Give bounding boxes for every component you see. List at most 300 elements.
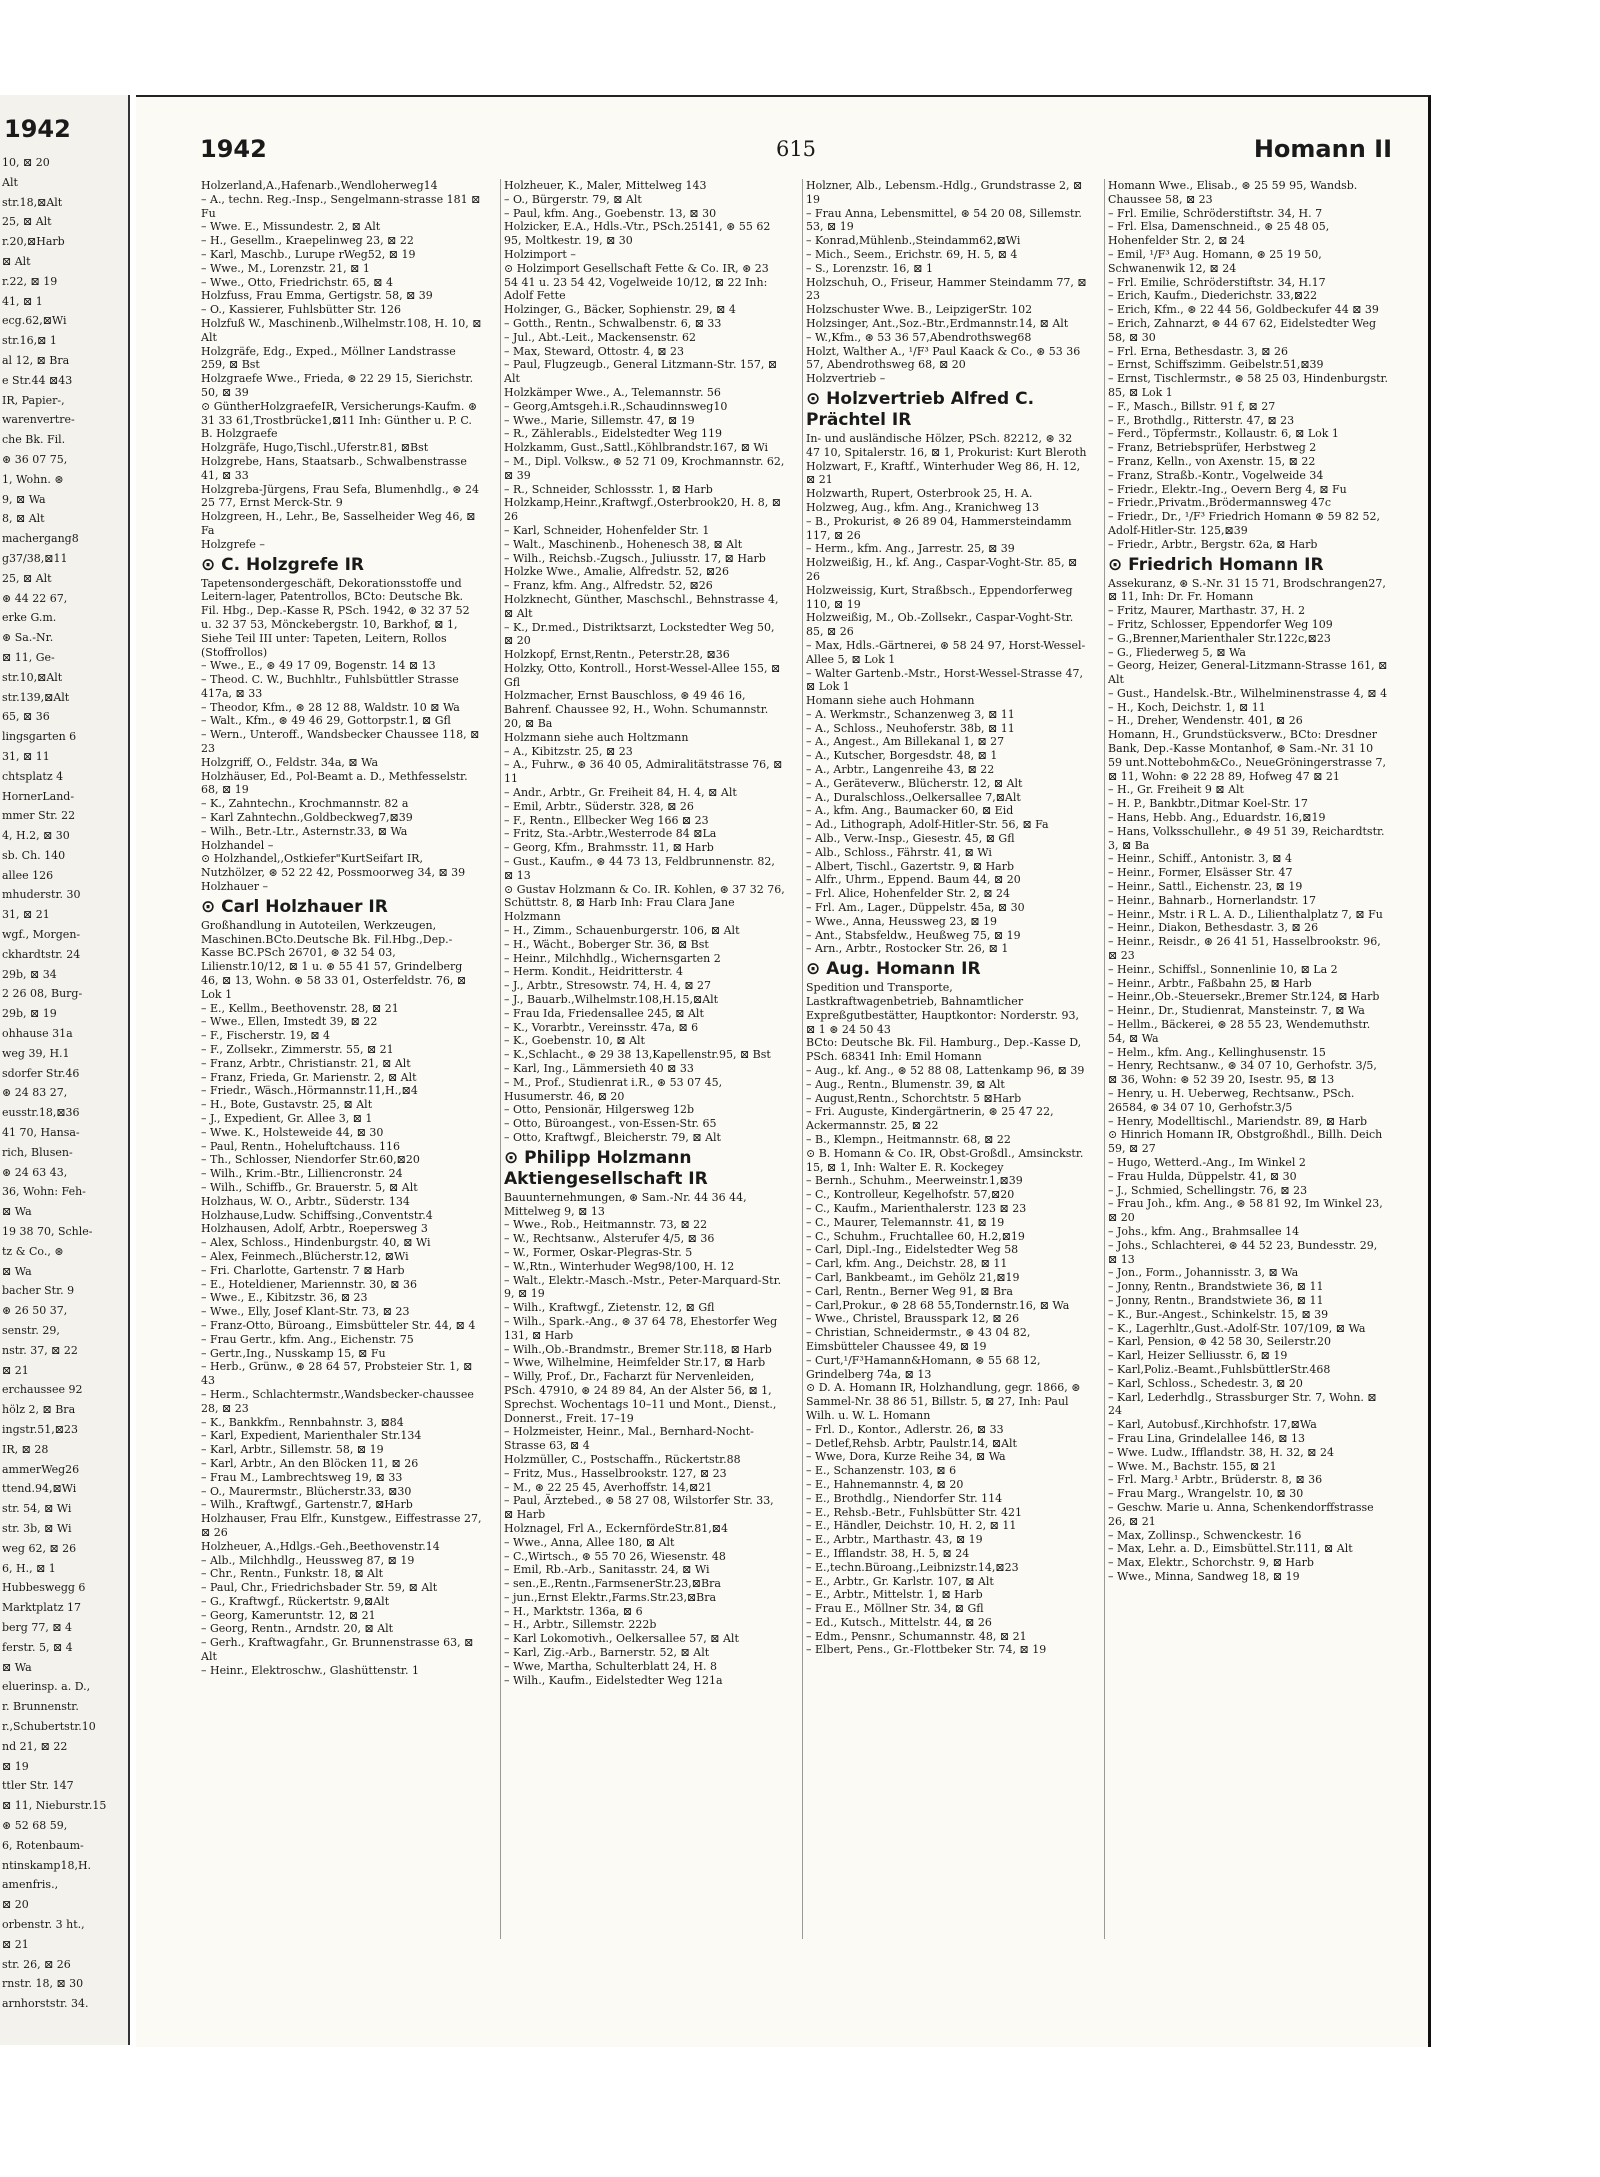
directory-entry: – S., Lorenzstr. 16, ⊠ 1: [806, 261, 934, 275]
directory-entry: – Fri. Charlotte, Gartenstr. 7 ⊠ Harb: [201, 1263, 405, 1277]
previous-page-year: 1942: [4, 115, 71, 143]
directory-entry: ⊙ Hinrich Homann IR, Obstgroßhdl., Billh. Deich 59, ⊠ 27: [1108, 1128, 1386, 1156]
previous-page-line: chtsplatz 4: [2, 769, 64, 783]
directory-entry: – Wwe. M., Bachstr. 155, ⊠ 21: [1108, 1459, 1277, 1473]
directory-entry: – Henry, Rechtsanw., ⊛ 34 07 10, Gerhofstr. 3/5, ⊠ 36, Wohn: ⊛ 52 39 20, Isestr. 95, ⊠ 13: [1108, 1059, 1381, 1087]
directory-entry: Holzweißig, M., Ob.-Zollsekr., Caspar-Voght-Str. 85, ⊠ 26: [806, 611, 1077, 639]
directory-entry: – F., Zollsekr., Zimmerstr. 55, ⊠ 21: [201, 1043, 394, 1057]
previous-page-line: erchaussee 92: [2, 1383, 83, 1397]
directory-entry: Holzgriff, O., Feldstr. 34a, ⊠ Wa: [201, 755, 379, 769]
directory-entry: – Wwe., E., Kibitzstr. 36, ⊠ 23: [201, 1291, 368, 1305]
directory-entry: – Friedr., Elektr.-Ing., Oevern Berg 4, ⊠ Fu: [1108, 482, 1347, 496]
directory-entry: – Max, Hdls.-Gärtnerei, ⊛ 58 24 97, Horst-Wessel-Allee 5, ⊠ Lok 1: [806, 638, 1086, 666]
directory-entry: – Bernh., Schuhm., Meerweinstr.1,⊠39: [806, 1174, 1023, 1188]
directory-entry: – Alb., Milchhdlg., Heussweg 87, ⊠ 19: [201, 1553, 415, 1567]
directory-entry: – E., Hoteldiener, Mariennstr. 30, ⊠ 36: [201, 1277, 417, 1291]
directory-entry: – Heinr., Mstr. i R L. A. D., Lilienthalplatz 7, ⊠ Fu: [1108, 907, 1383, 921]
directory-entry: – M., Dipl. Volksw., ⊛ 52 71 09, Krochmannstr. 62, ⊠ 39: [504, 454, 788, 482]
previous-page-line: ⊠ 21: [2, 1363, 29, 1377]
directory-entry: – Max, Zollinsp., Schwenckestr. 16: [1108, 1528, 1302, 1542]
directory-entry: – Georg, Kameruntstr. 12, ⊠ 21: [201, 1608, 376, 1622]
directory-entry: ⊙ GüntherHolzgraefeIR, Versicherungs-Kaufm. ⊛ 31 33 61,Trostbrücke1,⊠11 Inh: Günther u. P. C. B. Holzgraefe: [201, 399, 481, 441]
directory-entry: ⊙ B. Homann & Co. IR, Obst-Großdl., Amsinckstr. 15, ⊠ 1, Inh: Walter E. R. Kockegey: [806, 1146, 1087, 1174]
firm-heading: ⊙ Philipp Holzmann Aktiengesellschaft IR: [504, 1147, 708, 1189]
directory-entry: – Paul, kfm. Ang., Goebenstr. 13, ⊠ 30: [504, 206, 717, 220]
directory-entry: – A., Angest., Am Billekanal 1, ⊠ 27: [806, 735, 1005, 749]
directory-entry: – Elbert, Pens., Gr.-Flottbeker Str. 74, ⊠ 19: [806, 1643, 1047, 1657]
directory-entry: Assekuranz, ⊛ S.-Nr. 31 15 71, Brodschrangen27, ⊠ 11, Inh: Dr. Fr. Homann: [1108, 576, 1390, 604]
directory-entry: – Johs., Schlachterei, ⊛ 44 52 23, Bundesstr. 29, ⊠ 13: [1108, 1238, 1381, 1266]
directory-entry: – H., Bote, Gustavstr. 25, ⊠ Alt: [201, 1098, 373, 1112]
previous-page-line: ⊠ Wa: [2, 1264, 32, 1278]
directory-entry: – W., Former, Oskar-Plegras-Str. 5: [504, 1245, 693, 1259]
directory-entry: – M., Prof., Studienrat i.R., ⊛ 53 07 45, Husumerstr. 46, ⊠ 20: [504, 1075, 726, 1103]
directory-entry: – Paul, Flugzeugb., General Litzmann-Str. 157, ⊠ Alt: [504, 358, 781, 386]
directory-entry: – Wilh., Kraftwgf., Gartenstr.7, ⊠Harb: [201, 1498, 413, 1512]
previous-page-line: 25, ⊠ Alt: [2, 571, 52, 585]
previous-page-line: orbenstr. 3 ht.,: [2, 1917, 85, 1931]
directory-entry: – Franz, kfm. Ang., Alfredstr. 52, ⊠26: [504, 579, 713, 593]
directory-entry: – Konrad,Mühlenb.,Steindamm62,⊠Wi: [806, 234, 1021, 248]
directory-entry: – K., Dr.med., Distriktsarzt, Lockstedter Weg 50, ⊠ 20: [504, 620, 778, 648]
previous-page-line: IR, ⊠ 28: [2, 1442, 49, 1456]
directory-entry: – August,Rentn., Schorchtstr. 5 ⊠Harb: [806, 1091, 1022, 1105]
directory-entry: – Carl,Prokur., ⊛ 28 68 55,Tondernstr.16, ⊠ Wa: [806, 1298, 1070, 1312]
firm-heading: ⊙ Friedrich Homann IR: [1108, 554, 1324, 575]
directory-entry: – Heinr., Elektroschw., Glashüttenstr. 1: [201, 1663, 419, 1677]
directory-entry: – Alex, Feinmech.,Blücherstr.12, ⊠Wi: [201, 1249, 409, 1263]
directory-entry: – Otto, Büroangest., von-Essen-Str. 65: [504, 1117, 717, 1131]
directory-entry: – Frau Gertr., kfm. Ang., Eichenstr. 75: [201, 1332, 414, 1346]
previous-page-line: 65, ⊠ 36: [2, 710, 50, 724]
previous-page-line: al 12, ⊠ Bra: [2, 353, 70, 367]
directory-entry: – Mich., Seem., Erichstr. 69, H. 5, ⊠ 4: [806, 247, 1018, 261]
directory-entry: Holzknecht, Günther, Maschschl., Behnstrasse 4, ⊠ Alt: [504, 592, 783, 620]
directory-entry: – Karl, Schloss., Schedestr. 3, ⊠ 20: [1108, 1376, 1303, 1390]
directory-entry: – Fritz, Maurer, Marthastr. 37, H. 2: [1108, 604, 1306, 618]
previous-page-line: weg 39, H.1: [2, 1046, 70, 1060]
directory-entry: – sen.,E.,Rentn.,FarmsenerStr.23,⊠Bra: [504, 1577, 721, 1591]
previous-page-line: mmer Str. 22: [2, 809, 76, 823]
directory-entry: – C., Maurer, Telemannstr. 41, ⊠ 19: [806, 1215, 1005, 1229]
directory-entry: – A., Fuhrw., ⊛ 36 40 05, Admiralitätstrasse 76, ⊠ 11: [504, 758, 786, 786]
directory-entry: – Wwe, Wilhelmine, Heimfelder Str.17, ⊠ Harb: [504, 1356, 766, 1370]
directory-entry: – Ferd., Töpfermstr., Kollaustr. 6, ⊠ Lok 1: [1108, 427, 1339, 441]
firm-heading: ⊙ Holzvertrieb Alfred C. Prächtel IR: [806, 388, 1035, 430]
directory-entry: – Theod. C. W., Buchhltr., Fuhlsbüttler Strasse 417a, ⊠ 33: [201, 673, 463, 700]
directory-entry: – Friedr.,Privatm.,Brödermannsweg 47c: [1108, 496, 1331, 510]
directory-entry: – Karl, Arbtr., An den Blöcken 11, ⊠ 26: [201, 1456, 419, 1470]
directory-entry: – H., Zimm., Schauenburgerstr. 106, ⊠ Alt: [504, 924, 740, 938]
directory-entry: – H., Gesellm., Kraepelinweg 23, ⊠ 22: [201, 234, 414, 248]
directory-entry: Großhandlung in Autoteilen, Werkzeugen, Maschinen.BCto.Deutsche Bk. Fil.Hbg.,Dep.-Kasse BC.PSch 26701, ⊛ 32 54 03, Lilienstr.10/12, ⊠ 1 u. ⊛ 55 41 57, Grindelberg 46, ⊠ 13, Wohn. ⊛ 58 33 01, Osterfeldstr. 76, ⊠ Lok 1: [201, 918, 470, 1001]
directory-entry: – Jon., Form., Johannisstr. 3, ⊠ Wa: [1108, 1266, 1299, 1280]
directory-entry: Holzicker, E.A., Hdls.-Vtr., PSch.25141, ⊛ 55 62 95, Moltkestr. 19, ⊠ 30: [504, 220, 774, 248]
directory-entry: – C.,Wirtsch., ⊛ 55 70 26, Wiesenstr. 48: [504, 1549, 726, 1563]
directory-entry: – Otto, Pensionär, Hilgersweg 12b: [504, 1103, 695, 1117]
directory-entry: – Max, Lehr. a. D., Eimsbüttel.Str.111, ⊠ Alt: [1108, 1542, 1353, 1556]
directory-entry: – Gust., Kaufm., ⊛ 44 73 13, Feldbrunnenstr. 82, ⊠ 13: [504, 855, 779, 882]
previous-page-line: tz & Co., ⊛: [2, 1244, 64, 1258]
directory-entry: – G.,Brenner,Marienthaler Str.122c,⊠23: [1108, 631, 1331, 645]
previous-page-line: str.16,⊠ 1: [2, 334, 57, 348]
directory-entry: – H., Marktstr. 136a, ⊠ 6: [504, 1604, 643, 1618]
directory-entry: – Wwe., Christel, Brausspark 12, ⊠ 26: [806, 1312, 1020, 1326]
directory-entry: – R., Zählerabls., Eidelstedter Weg 119: [504, 427, 722, 441]
previous-page-line: senstr. 29,: [2, 1324, 60, 1338]
directory-entry: – Frau Lina, Grindelallee 146, ⊠ 13: [1108, 1431, 1306, 1445]
directory-entry: – M., ⊛ 22 25 45, Averhoffstr. 14,⊠21: [504, 1480, 713, 1494]
directory-entry: – Gotth., Rentn., Schwalbenstr. 6, ⊠ 33: [504, 316, 722, 330]
previous-page-line: 4, H.2, ⊠ 30: [2, 829, 70, 843]
directory-entry: – Wwe., Rob., Heitmannstr. 73, ⊠ 22: [504, 1218, 708, 1232]
directory-entry: – Heinr.,Ob.-Steuersekr.,Bremer Str.124, ⊠ Harb: [1108, 990, 1380, 1004]
directory-entry: – Edm., Pensnr., Schumannstr. 48, ⊠ 21: [806, 1629, 1027, 1643]
directory-entry: – Heinr., Schiffsl., Sonnenlinie 10, ⊠ La 2: [1108, 962, 1338, 976]
previous-page-line: ⊛ 52 68 59,: [2, 1818, 68, 1832]
directory-entry: – K., Goebenstr. 10, ⊠ Alt: [504, 1034, 645, 1048]
directory-entry: Holzvertrieb –: [806, 372, 886, 386]
directory-entry: – E., Arbtr., Mittelstr. 1, ⊠ Harb: [806, 1588, 983, 1602]
directory-entry: – Frl. Erna, Bethesdastr. 3, ⊠ 26: [1108, 344, 1288, 358]
directory-entry: – E., Arbtr., Marthastr. 43, ⊠ 19: [806, 1533, 983, 1547]
previous-page-line: 9, ⊠ Wa: [2, 492, 46, 506]
directory-entry: – C., Kontrolleur, Kegelhofstr. 57,⊠20: [806, 1188, 1015, 1202]
directory-entry: – E., Schanzenstr. 103, ⊠ 6: [806, 1464, 957, 1478]
directory-entry: – Christian, Schneidermstr., ⊛ 43 04 82, Eimsbütteler Chaussee 49, ⊠ 19: [806, 1326, 1034, 1353]
directory-entry: BCto: Deutsche Bk. Fil. Hamburg., Dep.-Kasse D, PSch. 68341 Inh: Emil Homann: [806, 1036, 1085, 1064]
directory-entry: – Karl, Pension, ⊛ 42 58 30, Seilerstr.20: [1108, 1335, 1332, 1349]
previous-page-line: ⊠ Wa: [2, 1660, 32, 1674]
directory-entry: – O., Kassierer, Fuhlsbütter Str. 126: [201, 303, 401, 317]
directory-entry: Holzhäuser, Ed., Pol-Beamt a. D., Methfesselstr. 68, ⊠ 19: [201, 769, 472, 797]
directory-entry: – Carl, Bankbeamt., im Gehölz 21,⊠19: [806, 1270, 1020, 1284]
directory-entry: – Carl, kfm. Ang., Deichstr. 28, ⊠ 11: [806, 1257, 1008, 1271]
directory-entry: – Wilh., Kraftwgf., Zietenstr. 12, ⊠ Gfl: [504, 1301, 715, 1315]
directory-entry: – Frl. Marg.¹ Arbtr., Brüderstr. 8, ⊠ 36: [1108, 1473, 1323, 1487]
previous-page-line: weg 62, ⊠ 26: [2, 1541, 77, 1555]
directory-entry: – Wwe., Marie, Sillemstr. 47, ⊠ 19: [504, 413, 695, 427]
directory-entry: – Fritz, Sta.-Arbtr.,Westerrode 84 ⊠La: [504, 827, 717, 841]
page-number: 615: [775, 137, 817, 161]
directory-entry: – Wwe., M., Lorenzstr. 21, ⊠ 1: [201, 261, 370, 275]
directory-entry: In- und ausländische Hölzer, PSch. 82212, ⊛ 32 47 10, Spitalerstr. 16, ⊠ 1, Prokurist: Kurt Bleroth: [806, 431, 1087, 459]
directory-entry: – Erich, Kaufm., Diederichstr. 33,⊠22: [1108, 289, 1318, 303]
directory-entry: – W.,Rtn., Winterhuder Weg98/100, H. 12: [504, 1259, 735, 1273]
previous-page-line: 10, ⊠ 20: [2, 156, 50, 169]
directory-entry: – K., Bur.-Angest., Schinkelstr. 15, ⊠ 39: [1108, 1307, 1329, 1321]
previous-page-line: 1, Wohn. ⊛: [2, 472, 64, 486]
directory-entry: – Georg, Heizer, General-Litzmann-Strasse 161, ⊠ Alt: [1108, 659, 1391, 687]
directory-entry: – Frl. Elsa, Damenschneid., ⊛ 25 48 05, Hohenfelder Str. 2, ⊠ 24: [1108, 220, 1333, 248]
directory-entry: – Frl. Am., Lager., Düppelstr. 45a, ⊠ 30: [806, 901, 1025, 915]
directory-entry: – Karl, Heizer Selliusstr. 6, ⊠ 19: [1108, 1349, 1288, 1363]
previous-page-line: 8, ⊠ Alt: [2, 512, 45, 526]
directory-entry: Holzinger, G., Bäcker, Sophienstr. 29, ⊠ 4: [504, 303, 736, 317]
directory-entry: – Gerh., Kraftwagfahr., Gr. Brunnenstrasse 63, ⊠ Alt: [201, 1636, 477, 1664]
directory-entry: – Heinr., Former, Elsässer Str. 47: [1108, 866, 1293, 880]
directory-entry: – Henry, Modelltischl., Mariendstr. 89, ⊠ Harb: [1108, 1114, 1367, 1128]
directory-entry: – Karl, Schneider, Hohenfelder Str. 1: [504, 523, 710, 537]
directory-entry: – Jul., Abt.-Leit., Mackensenstr. 62: [504, 330, 696, 344]
previous-page-line: nd 21, ⊠ 22: [2, 1739, 68, 1753]
directory-entry: – Karl Zahntechn.,Goldbeckweg7,⊠39: [201, 811, 413, 825]
directory-entry: – A., Kutscher, Borgesdstr. 48, ⊠ 1: [806, 749, 998, 763]
previous-page-line: berg 77, ⊠ 4: [2, 1620, 73, 1634]
directory-entry: Holzner, Alb., Lebensm.-Hdlg., Grundstrasse 2, ⊠ 19: [806, 179, 1086, 206]
previous-page-line: str.139,⊠Alt: [2, 690, 70, 704]
directory-entry: Holzimport –: [504, 247, 576, 261]
directory-entry: Holzweg, Aug., kfm. Ang., Kranichweg 13: [806, 500, 1040, 514]
directory-entry: – Wilh.,Ob.-Brandmstr., Bremer Str.118, ⊠ Harb: [504, 1342, 772, 1356]
directory-entry: – Georg, Kfm., Brahmsstr. 11, ⊠ Harb: [504, 841, 714, 855]
directory-entry: – Erich, Zahnarzt, ⊛ 44 67 62, Eidelstedter Weg 58, ⊠ 30: [1108, 316, 1380, 344]
directory-entry: – Arn., Arbtr., Rostocker Str. 26, ⊠ 1: [806, 942, 1009, 956]
directory-entry: – Detlef,Rehsb. Arbtr, Paulstr.14, ⊠Alt: [806, 1436, 1017, 1450]
directory-entry: – Heinr., Diakon, Bethesdastr. 3, ⊠ 26: [1108, 921, 1319, 935]
directory-entry: – Walter Gartenb.-Mstr., Horst-Wessel-Strasse 47, ⊠ Lok 1: [806, 666, 1087, 694]
directory-entry: – K.,Schlacht., ⊛ 29 38 13,Kapellenstr.95, ⊠ Bst: [504, 1048, 771, 1062]
previous-page-line: ⊠ 11, Ge-: [2, 650, 55, 664]
directory-entry: Bauunternehmungen, ⊛ Sam.-Nr. 44 36 44, Mittelweg 9, ⊠ 13: [504, 1190, 751, 1218]
directory-entry: – O., Bürgerstr. 79, ⊠ Alt: [504, 192, 642, 206]
previous-page-line: ohhause 31a: [2, 1027, 73, 1041]
directory-entry: – Karl, Autobusf.,Kirchhofstr. 17,⊠Wa: [1108, 1418, 1317, 1432]
directory-entry: – Franz, Kelln., von Axenstr. 15, ⊠ 22: [1108, 454, 1316, 468]
directory-entry: – Alb., Verw.-Insp., Giesestr. 45, ⊠ Gfl: [806, 832, 1015, 846]
directory-entry: – R., Schneider, Schlossstr. 1, ⊠ Harb: [504, 482, 713, 496]
directory-entry: ⊙ Gustav Holzmann & Co. IR. Kohlen, ⊛ 37 32 76, Schüttstr. 8, ⊠ Harb Inh: Frau Clara Jane Holzmann: [504, 882, 789, 924]
directory-entry: – A., Kibitzstr. 25, ⊠ 23: [504, 744, 633, 758]
directory-entry: – Th., Schlosser, Niendorfer Str.60,⊠20: [201, 1153, 420, 1167]
directory-entry: ⊙ Holzhandel,,Ostkiefer"KurtSeifart IR, Nutzhölzer, ⊛ 52 22 42, Possmoorweg 34, ⊠ 39: [201, 852, 466, 880]
directory-entry: – Fri. Auguste, Kindergärtnerin, ⊛ 25 47 22, Ackermannstr. 25, ⊠ 22: [806, 1105, 1058, 1133]
directory-entry: – Wwe., Otto, Friedrichstr. 65, ⊠ 4: [201, 275, 393, 289]
directory-entry: – C., Kaufm., Marienthalerstr. 123 ⊠ 23: [806, 1201, 1027, 1215]
directory-entry: – F., Rentn., Ellbecker Weg 166 ⊠ 23: [504, 813, 709, 827]
directory-entry: – Frl. Emilie, Schröderstiftstr. 34, H.17: [1108, 275, 1326, 289]
directory-entry: – Wilh., Betr.-Ltr., Asternstr.33, ⊠ Wa: [201, 824, 408, 838]
directory-entry: – Walt., Maschinenb., Hohenesch 38, ⊠ Alt: [504, 537, 743, 551]
directory-entry: – Herm., kfm. Ang., Jarrestr. 25, ⊠ 39: [806, 542, 1015, 556]
directory-entry: – Frau E., Möllner Str. 34, ⊠ Gfl: [806, 1602, 984, 1616]
directory-entry: – Wwe. Ludw., Ifflandstr. 38, H. 32, ⊠ 24: [1108, 1445, 1334, 1459]
directory-entry: – A., kfm. Ang., Baumacker 60, ⊠ Eid: [806, 804, 1014, 818]
directory-entry: Holzwart, F., Kraftf., Winterhuder Weg 86, H. 12, ⊠ 21: [806, 459, 1084, 487]
directory-entry: Holzhausen, Adolf, Arbtr., Roepersweg 3: [201, 1222, 428, 1236]
directory-entry: – Franz, Frieda, Gr. Marienstr. 2, ⊠ Alt: [201, 1070, 417, 1084]
directory-entry: Holzkopf, Ernst,Rentn., Peterstr.28, ⊠36: [504, 648, 730, 662]
directory-entry: Holzsinger, Ant.,Soz.-Btr.,Erdmannstr.14, ⊠ Alt: [806, 316, 1069, 330]
previous-page-line: 6, Rotenbaum-: [2, 1838, 84, 1852]
previous-page-line: ⊛ Sa.-Nr.: [2, 631, 54, 645]
directory-entry: – Herb., Grünw., ⊛ 28 64 57, Probsteier Str. 1, ⊠ 43: [201, 1360, 476, 1388]
previous-page-line: ⊠ 21: [2, 1937, 29, 1951]
directory-entry: – W.,Kfm., ⊛ 53 36 57,Abendrothsweg68: [806, 330, 1032, 344]
directory-entry: – Fritz, Schlosser, Eppendorfer Weg 109: [1108, 617, 1333, 631]
previous-page-line: ⊠ 20: [2, 1898, 29, 1912]
previous-page-line: 31, ⊠ 11: [2, 749, 50, 763]
directory-entry: – Karl, Arbtr., Sillemstr. 58, ⊠ 19: [201, 1443, 384, 1457]
directory-entry: – J., Arbtr., Stresowstr. 74, H. 4, ⊠ 27: [504, 979, 712, 993]
directory-entry: – Ernst, Schiffszimm. Geibelstr.51,⊠39: [1108, 358, 1324, 372]
previous-page-line: wgf., Morgen-: [2, 928, 81, 942]
directory-entry: ⊙ D. A. Homann IR, Holzhandlung, gegr. 1866, ⊛ Sammel-Nr. 38 86 51, Billstr. 5, ⊠ 27, Inh: Paul Wilh. u. W. L. Homann: [806, 1381, 1084, 1422]
directory-entry: – Frl. Emilie, Schröderstiftstr. 34, H. 7: [1108, 206, 1323, 220]
directory-entry: – Otto, Kraftwgf., Bleicherstr. 79, ⊠ Alt: [504, 1130, 721, 1144]
directory-entry: – Paul, Chr., Friedrichsbader Str. 59, ⊠ Alt: [201, 1581, 438, 1595]
directory-entry: Holzgräfe, Hugo,Tischl.,Uferstr.81, ⊠Bst: [201, 441, 429, 455]
previous-page-line: ⊛ 26 50 37,: [2, 1304, 68, 1318]
previous-page-line: ammerWeg26: [2, 1462, 80, 1476]
directory-entry: Holzmann siehe auch Holtzmann: [504, 730, 689, 744]
previous-page-line: eusstr.18,⊠36: [2, 1106, 80, 1120]
directory-entry: – E., Kellm., Beethovenstr. 28, ⊠ 21: [201, 1001, 399, 1015]
directory-entry: – Frau Hulda, Düppelstr. 41, ⊠ 30: [1108, 1169, 1297, 1183]
directory-entry: – Johs., kfm. Ang., Brahmsallee 14: [1108, 1224, 1300, 1238]
directory-entry: – Henry, u. H. Ueberweg, Rechtsanw., PSch. 26584, ⊛ 34 07 10, Gerhofstr.3/5: [1108, 1087, 1358, 1114]
directory-entry: – Wwe, Martha, Schulterblatt 24, H. 8: [504, 1659, 717, 1673]
directory-entry: – H., Wächt., Boberger Str. 36, ⊠ Bst: [504, 937, 709, 951]
column-3: [802, 179, 1091, 1939]
directory-entry: – Emil, Arbtr., Süderstr. 328, ⊠ 26: [504, 799, 694, 813]
directory-entry: – Franz, Betriebsprüfer, Herbstweg 2: [1108, 441, 1317, 455]
previous-page-line: 41 70, Hansa-: [2, 1126, 80, 1140]
directory-entry: Holzgreba-Jürgens, Frau Sefa, Blumenhdlg., ⊛ 24 25 77, Ernst Merck-Str. 9: [201, 482, 483, 510]
directory-entry: – Karl,Poliz.-Beamt.,FuhlsbüttlerStr.468: [1108, 1362, 1331, 1376]
directory-entry: – Wilh., Reichsb.-Zugsch., Juliusstr. 17, ⊠ Harb: [504, 551, 766, 565]
directory-entry: – Willy, Prof., Dr., Facharzt für Nervenleiden, PSch. 47910, ⊛ 24 89 84, An der Alster 56, ⊠ 1, Sprechst. Wochentags 10–11 und Mont., Dienst., Donnerst., Freit. 17–19: [504, 1370, 780, 1425]
directory-entry: – Frau Ida, Friedensallee 245, ⊠ Alt: [504, 1006, 704, 1020]
previous-page-line: r. Brunnenstr.: [2, 1700, 79, 1714]
directory-entry: – Heinr., Schiff., Antonistr. 3, ⊠ 4: [1108, 852, 1292, 866]
directory-entry: – E., Brothdlg., Niendorfer Str. 114: [806, 1491, 1003, 1505]
previous-page-line: 6, H., ⊠ 1: [2, 1561, 56, 1575]
directory-entry: Tapetensondergeschäft, Dekorationsstoffe und Leitern-lager, Patentrollos, BCto: Deutsche Bk. Fil. Hbg., Dep.-Kasse R, PSch. 1942, ⊛ 32 37 52 u. 32 37 53, Mönckebergstr. 10, Barkhof, ⊠ 1, Siehe Teil III unter: Tapeten, Leitern, Rollos (Stoffrollos): [201, 576, 474, 659]
previous-page-line: 2 26 08, Burg-: [2, 987, 83, 1001]
directory-entry: – H., Koch, Deichstr. 1, ⊠ 11: [1108, 700, 1266, 714]
directory-entry: – Ad., Lithograph, Adolf-Hitler-Str. 56, ⊠ Fa: [806, 818, 1049, 832]
previous-page-line: 41, ⊠ 1: [2, 294, 43, 308]
directory-entry: – Frau M., Lambrechtsweg 19, ⊠ 33: [201, 1470, 403, 1484]
previous-page-line: 29b, ⊠ 34: [2, 967, 57, 981]
previous-page-line: 29b, ⊠ 19: [2, 1007, 57, 1021]
previous-page-line: HornerLand-: [2, 789, 75, 803]
previous-page-line: ⊛ 36 07 75,: [2, 452, 68, 466]
directory-entry: – Karl, Maschb., Lurupe rWeg52, ⊠ 19: [201, 247, 416, 261]
directory-entry: – Georg, Rentn., Arndstr. 20, ⊠ Alt: [201, 1622, 394, 1636]
directory-entry: – G., Fliederweg 5, ⊠ Wa: [1108, 645, 1246, 659]
firm-heading: ⊙ C. Holzgrefe IR: [201, 554, 364, 575]
directory-entry: – Emil, Rb.-Arb., Sanitasstr. 24, ⊠ Wi: [504, 1563, 710, 1577]
directory-entry: – Wwe, Dora, Kurze Reihe 34, ⊠ Wa: [806, 1450, 1006, 1464]
column-2: [500, 179, 789, 1939]
directory-entry: – Frau Marg., Wrangelstr. 10, ⊠ 30: [1108, 1487, 1304, 1501]
directory-entry: – Franz, Straßb.-Kontr., Vogelweide 34: [1108, 468, 1324, 482]
directory-entry: Holzhandel –: [201, 838, 274, 852]
directory-entry: Homann, H., Grundstücksverw., BCto: Dresdner Bank, Dep.-Kasse Montanhof, ⊛ Sam.-Nr. 31 10 59 unt.Nottebohm&Co., NeueGröningerstrasse 7, ⊠ 11, Wohn: ⊛ 22 28 89, Hofweg 47 ⊠ 21: [1108, 728, 1390, 783]
directory-entry: – Wwe. E., Missundestr. 2, ⊠ Alt: [201, 220, 381, 234]
previous-page-line: 31, ⊠ 21: [2, 908, 50, 922]
directory-page: [136, 95, 1431, 2047]
previous-page-line: 19 38 70, Schle-: [2, 1225, 93, 1239]
previous-page-line: 36, Wohn: Feh-: [2, 1185, 86, 1199]
directory-entry: – E., Ifflandstr. 38, H. 5, ⊠ 24: [806, 1546, 970, 1560]
directory-entry: – J., Expedient, Gr. Allee 3, ⊠ 1: [201, 1112, 373, 1125]
previous-page-line: e Str.44 ⊠43: [2, 373, 73, 387]
directory-entry: – Friedr., Arbtr., Bergstr. 62a, ⊠ Harb: [1108, 537, 1318, 551]
previous-page-line: ttend.94,⊠Wi: [2, 1482, 77, 1496]
directory-entry: – Herm., Schlachtermstr.,Wandsbecker-chaussee 28, ⊠ 23: [201, 1387, 478, 1415]
directory-entry: – Carl, Rentn., Berner Weg 91, ⊠ Bra: [806, 1284, 1013, 1298]
directory-entry: – Gertr.,Ing., Nusskamp 15, ⊠ Fu: [201, 1346, 386, 1360]
directory-entry: – Karl, Expedient, Marienthaler Str.134: [201, 1429, 422, 1443]
directory-entry: – Hugo, Wetterd.-Ang., Im Winkel 2: [1108, 1155, 1306, 1169]
directory-entry: – H., Dreher, Wendenstr. 401, ⊠ 26: [1108, 714, 1303, 728]
directory-entry: Holzhaus, W. O., Arbtr., Süderstr. 134: [201, 1194, 410, 1208]
directory-entry: – Alfr., Uhrm., Eppend. Baum 44, ⊠ 20: [806, 873, 1021, 887]
previous-page-line: r.,Schubertstr.10: [2, 1719, 96, 1733]
previous-page-line: machergang8: [2, 532, 79, 546]
directory-entry: – E., Rehsb.-Betr., Fuhlsbütter Str. 421: [806, 1505, 1023, 1519]
directory-entry: – Wwe., Minna, Sandweg 18, ⊠ 19: [1108, 1569, 1300, 1583]
directory-entry: – Heinr., Milchhdlg., Wichernsgarten 2: [504, 951, 721, 965]
previous-page-line: IR, Papier-,: [2, 393, 65, 407]
previous-page-line: rich, Blusen-: [2, 1145, 73, 1159]
firm-heading: ⊙ Aug. Homann IR: [806, 959, 981, 980]
directory-entry: – jun.,Ernst Elektr.,Farms.Str.23,⊠Bra: [504, 1590, 717, 1604]
directory-entry: – Franz-Otto, Büroang., Eimsbütteler Str. 44, ⊠ 4: [201, 1318, 476, 1332]
directory-entry: ⊙ Holzimport Gesellschaft Fette & Co. IR, ⊛ 23 54 41 u. 23 54 42, Vogelweide 10/12, ⊠ 22 Inh: Adolf Fette: [504, 261, 773, 303]
directory-entry: – Max, Elektr., Schorchstr. 9, ⊠ Harb: [1108, 1556, 1314, 1570]
previous-page-line: ingstr.51,⊠23: [2, 1423, 78, 1436]
previous-page-line: hölz 2, ⊠ Bra: [2, 1403, 76, 1417]
directory-entry: – Paul, Rentn., Hoheluftchauss. 116: [201, 1139, 400, 1153]
directory-entry: Holzweißig, H., kf. Ang., Caspar-Voght-Str. 85, ⊠ 26: [806, 556, 1081, 583]
directory-entry: – Frl. D., Kontor., Adlerstr. 26, ⊠ 33: [806, 1422, 1004, 1436]
previous-page-line: warenvertre-: [2, 413, 75, 427]
directory-entry: Homann Wwe., Elisab., ⊛ 25 59 95, Wandsb. Chaussee 58, ⊠ 23: [1108, 179, 1361, 206]
previous-page-line: ⊠ Wa: [2, 1205, 32, 1219]
previous-page-line: sb. Ch. 140: [2, 848, 66, 862]
directory-entry: Holznagel, Frl A., EckernfördeStr.81,⊠4: [504, 1521, 728, 1535]
directory-entry: – Wwe., Anna, Heussweg 23, ⊠ 19: [806, 914, 998, 928]
directory-entry: – Frau Anna, Lebensmittel, ⊛ 54 20 08, Sillemstr. 53, ⊠ 19: [806, 206, 1086, 234]
column-4: [1104, 179, 1392, 1939]
previous-page-line: str.18,⊠Alt: [2, 195, 63, 209]
directory-entry: – Geschw. Marie u. Anna, Schenkendorffstrasse 26, ⊠ 21: [1108, 1500, 1378, 1528]
previous-page-line: str. 3b, ⊠ Wi: [2, 1521, 72, 1535]
directory-entry: Spedition und Transporte, Lastkraftwagenbetrieb, Bahnamtlicher Expreßgutbestätter, Hauptkontor: Norderstr. 93, ⊠ 1 ⊛ 24 50 43: [806, 981, 1083, 1036]
directory-entry: Holzschuster Wwe. B., LeipzigerStr. 102: [806, 303, 1033, 317]
directory-entry: Holzheuer, A.,Hdlgs.-Geh.,Beethovenstr.14: [201, 1539, 440, 1553]
directory-entry: – K., Vorarbtr., Vereinsstr. 47a, ⊠ 6: [504, 1020, 699, 1034]
directory-entry: – Jonny, Rentn., Brandstwiete 36, ⊠ 11: [1108, 1293, 1324, 1307]
directory-entry: Holzweissig, Kurt, Straßbsch., Eppendorferweg 110, ⊠ 19: [806, 583, 1077, 611]
directory-entry: – F., Brothdlg., Ritterstr. 47, ⊠ 23: [1108, 413, 1295, 427]
previous-page-line: che Bk. Fil.: [2, 433, 66, 447]
directory-entry: Holzschuh, O., Friseur, Hammer Steindamm 77, ⊠ 23: [806, 275, 1091, 303]
directory-entry: – Frau Joh., kfm. Ang., ⊛ 58 81 92, Im Winkel 23, ⊠ 20: [1108, 1197, 1387, 1225]
directory-entry: – Alb., Schloss., Fährstr. 41, ⊠ Wi: [806, 845, 992, 859]
page-header: [200, 135, 1392, 175]
directory-entry: – Aug., Rentn., Blumenstr. 39, ⊠ Alt: [806, 1077, 1005, 1091]
directory-entry: – Helm., kfm. Ang., Kellinghusenstr. 15: [1108, 1045, 1326, 1059]
previous-page-line: r.22, ⊠ 19: [2, 274, 58, 288]
directory-entry: – Wilh., Krim.-Btr., Lilliencronstr. 24: [201, 1167, 403, 1181]
previous-page-line: ⊠ 11, Nieburstr.15: [2, 1799, 107, 1813]
previous-page-line: amenfris.,: [2, 1878, 59, 1892]
